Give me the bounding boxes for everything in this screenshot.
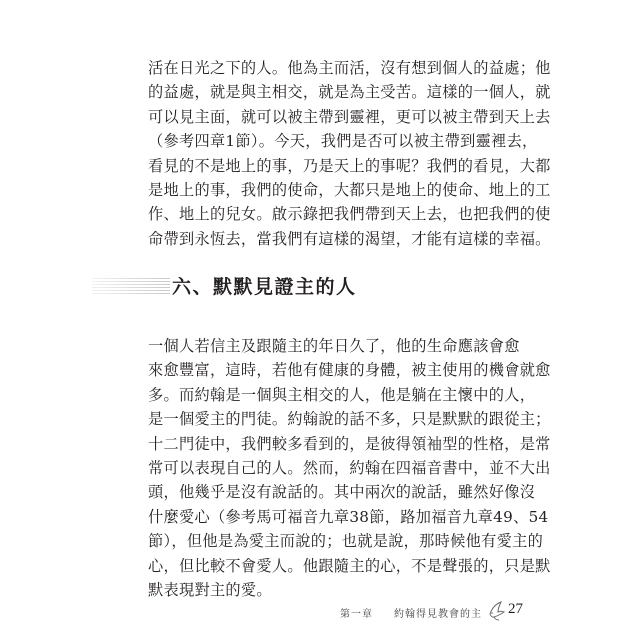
- section-heading: [92, 270, 512, 304]
- text-line: 心，但比較不會愛人。他跟隨主的心，不是聲張的，只是默: [148, 556, 551, 575]
- page-number: 27: [508, 601, 523, 617]
- text-line: 什麼愛心（參考馬可福音九章38節，路加福音九章49、54: [148, 507, 549, 526]
- paragraph-1: [148, 56, 551, 251]
- footer-book-title: 約翰得見教會的主: [394, 609, 482, 620]
- text-line: 節），但他是為愛主而說的；也就是說，那時候他有愛主的: [148, 532, 544, 551]
- text-line: 作、地上的兒女。啟示錄把我們帶到天上去，也把我們的使: [148, 205, 551, 224]
- text-line: 是地上的事，我們的使命，大都只是地上的使命、地上的工: [148, 181, 551, 200]
- text-line: 常可以表現自己的人。然而，約翰在四福音書中，並不大出: [148, 459, 551, 478]
- dove-icon: [486, 600, 506, 622]
- text-line: 的益處，就是與主相交，就是為主受苦。這樣的一個人，就: [148, 83, 551, 102]
- text-line: 看見的不是地上的事，乃是天上的事呢？我們的看見，大都: [148, 156, 551, 175]
- section-heading-text: 六、默默見證主的人: [172, 276, 357, 298]
- running-footer: [340, 600, 530, 624]
- text-line: 默表現對主的愛。: [148, 581, 272, 600]
- text-line: （參考四章1節）。今天，我們是否可以被主帶到靈裡去，: [148, 132, 538, 151]
- text-line: 頭，他幾乎是沒有說話的。其中兩次的說話，雖然好像沒: [148, 483, 536, 502]
- footer-chapter: 第一章: [340, 609, 373, 620]
- text-line: 命帶到永恆去，當我們有這樣的渴望，才能有這樣的幸福。: [148, 229, 551, 248]
- heading-decorative-bar: [92, 278, 170, 296]
- text-line: 是一個愛主的門徒。約翰說的話不多，只是默默的跟從主；: [148, 410, 551, 429]
- text-line: 一個人若信主及跟隨主的年日久了，他的生命應該會愈: [148, 337, 520, 355]
- text-line: 來愈豐富，這時，若他有健康的身體，被主使用的機會就愈: [148, 361, 551, 380]
- text-line: 可以見主面，就可以被主帶到靈裡，更可以被主帶到天上去: [148, 107, 551, 126]
- text-line: 十二門徒中，我們較多看到的，是彼得領袖型的性格，是常: [148, 434, 551, 453]
- text-line: 活在日光之下的人。他為主而活，沒有想到個人的益處；他: [148, 59, 551, 77]
- paragraph-2: [148, 334, 551, 602]
- text-line: 多。而約翰是一個與主相交的人，他是躺在主懷中的人，: [148, 385, 536, 404]
